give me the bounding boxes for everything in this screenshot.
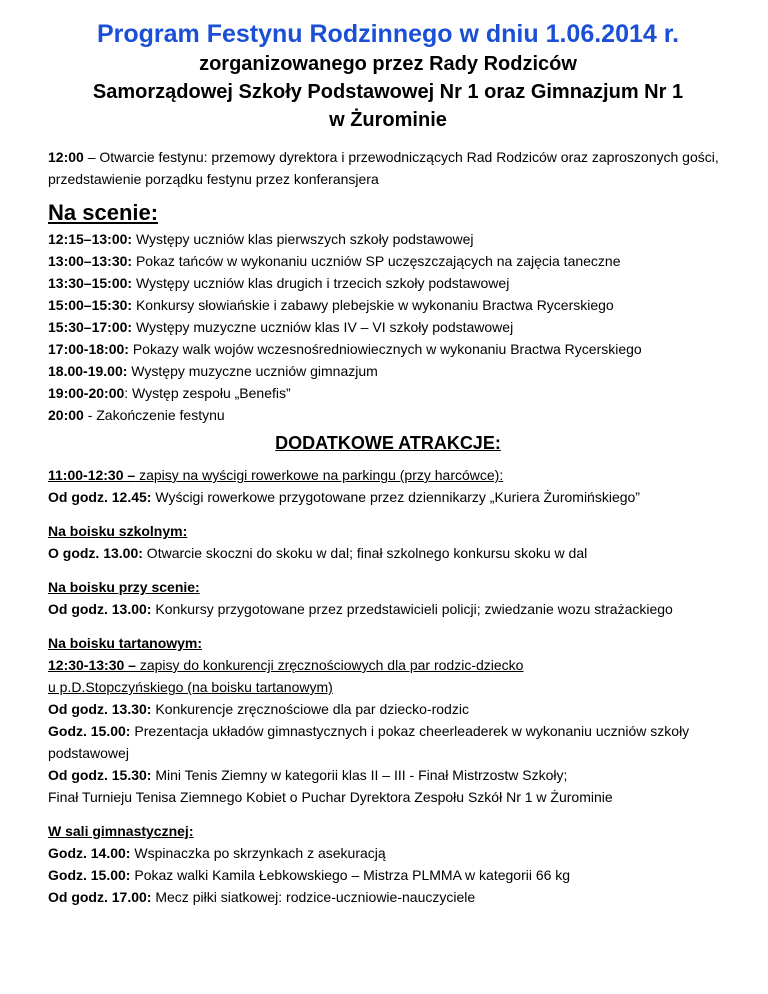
tartan-signup	[48, 654, 728, 676]
gym-item	[48, 864, 728, 886]
schedule-text: Występy uczniów klas drugich i trzecich szkoły podstawowej	[132, 275, 510, 291]
schedule-time: 18.00-19.00:	[48, 363, 128, 379]
schedule-item	[48, 250, 728, 272]
bike-signup	[48, 464, 728, 486]
schedule-time: 12:15–13:00:	[48, 231, 133, 247]
schedule-time: 13:00–13:30:	[48, 253, 133, 269]
schedule-item	[48, 404, 728, 426]
schedule-time: 19:00-20:00	[48, 385, 125, 401]
gym-text: Mecz piłki siatkowej: rodzice-uczniowie-nauczyciele	[151, 889, 476, 905]
tartan-text: Konkurencje zręcznościowe dla par dziecko-rodzic	[151, 701, 469, 717]
tartan-item	[48, 720, 728, 764]
gym-item	[48, 842, 728, 864]
schedule-text: Konkursy słowiańskie i zabawy plebejskie w wykonaniu Bractwa Rycerskiego	[132, 297, 614, 313]
school-field-time: O godz. 13.00:	[48, 545, 143, 561]
schedule-text: Pokaz tańców w wykonaniu uczniów SP uczęszczających na zajęcia taneczne	[132, 253, 621, 269]
stage-field-heading	[48, 576, 728, 598]
gym-heading-text: W sali gimnastycznej:	[48, 823, 194, 839]
intro-time: 12:00	[48, 149, 84, 165]
schedule-item	[48, 316, 728, 338]
tartan-signup-text: zapisy do konkurencji zręcznościowych dla par rodzic-dziecko	[135, 657, 524, 673]
tartan-text: Prezentacja układów gimnastycznych i pokaz cheerleaderek w wykonaniu uczniów szkoły podstawowej	[48, 723, 690, 761]
bike-race-text: Wyścigi rowerkowe przygotowane przez dziennikarzy „Kuriera Żuromińskiego”	[151, 489, 640, 505]
schedule-item	[48, 228, 728, 250]
school-field-heading	[48, 520, 728, 542]
bike-race-time: Od godz. 12.45:	[48, 489, 152, 505]
school-field-item	[48, 542, 728, 564]
stage-field-block	[48, 576, 728, 620]
schedule-time: 13:30–15:00:	[48, 275, 133, 291]
bike-race	[48, 486, 728, 508]
schedule-item	[48, 382, 728, 404]
schedule-text: Występy uczniów klas pierwszych szkoły podstawowej	[132, 231, 474, 247]
intro-paragraph	[48, 146, 728, 190]
tartan-final-line: Finał Turnieju Tenisa Ziemnego Kobiet o Puchar Dyrektora Zespołu Szkół Nr 1 w Żurominie	[48, 789, 613, 805]
tartan-item	[48, 698, 728, 720]
gym-heading	[48, 820, 728, 842]
subtitle-line-1: zorganizowanego przez Rady Rodziców	[199, 53, 577, 75]
tartan-signup-time: 12:30-13:30 –	[48, 657, 136, 673]
tartan-time: Od godz. 13.30:	[48, 701, 152, 717]
school-field-heading-text: Na boisku szkolnym:	[48, 523, 188, 539]
schedule-text: Występy muzyczne uczniów klas IV – VI szkoły podstawowej	[132, 319, 514, 335]
school-field-text: Otwarcie skoczni do skoku w dal; finał szkolnego konkursu skoku w dal	[142, 545, 588, 561]
schedule-text: : Występ zespołu „Benefis”	[124, 385, 291, 401]
tartan-signup-line2: u p.D.Stopczyńskiego (na boisku tartanowym)	[48, 679, 333, 695]
school-field-block	[48, 520, 728, 564]
schedule-time: 15:00–15:30:	[48, 297, 133, 313]
gym-text: Wspinaczka po skrzynkach z asekuracją	[130, 845, 386, 861]
stage-schedule	[48, 228, 728, 426]
extras-heading: DODATKOWE ATRAKCJE:	[275, 433, 501, 453]
gym-time: Od godz. 17.00:	[48, 889, 152, 905]
stage-heading: Na scenie:	[48, 200, 159, 225]
schedule-item	[48, 294, 728, 316]
gym-time: Godz. 14.00:	[48, 845, 131, 861]
intro-text: – Otwarcie festynu: przemowy dyrektora i przewodniczących Rad Rodziców oraz zaproszonych gości, przedstawienie porządku festynu przez konferansjera	[48, 149, 719, 187]
subtitle-line-3: w Żurominie	[329, 109, 447, 131]
tartan-heading	[48, 632, 728, 654]
subtitle-line-2: Samorządowej Szkoły Podstawowej Nr 1 oraz Gimnazjum Nr 1	[92, 81, 684, 103]
gym-item	[48, 886, 728, 908]
schedule-item	[48, 272, 728, 294]
bike-race-block	[48, 464, 728, 508]
tartan-time: Godz. 15.00:	[48, 723, 131, 739]
schedule-text: - Zakończenie festynu	[83, 407, 225, 423]
stage-field-time: Od godz. 13.00:	[48, 601, 152, 617]
gym-text: Pokaz walki Kamila Łebkowskiego – Mistrza PLMMA w kategorii 66 kg	[130, 867, 571, 883]
gym-block	[48, 820, 728, 908]
stage-field-heading-text: Na boisku przy scenie:	[48, 579, 200, 595]
schedule-item	[48, 360, 728, 382]
document-page	[48, 18, 728, 908]
schedule-time: 17:00-18:00:	[48, 341, 129, 357]
tartan-time: Od godz. 15.30:	[48, 767, 152, 783]
bike-signup-text: zapisy na wyścigi rowerkowe na parkingu (przy harcówce):	[135, 467, 504, 483]
schedule-time: 20:00	[48, 407, 84, 423]
tartan-item	[48, 764, 728, 786]
tartan-heading-text: Na boisku tartanowym:	[48, 635, 203, 651]
schedule-time: 15:30–17:00:	[48, 319, 133, 335]
bike-signup-time: 11:00-12:30 –	[48, 467, 136, 483]
schedule-text: Pokazy walk wojów wczesnośredniowiecznych w wykonaniu Bractwa Rycerskiego	[128, 341, 642, 357]
tartan-block	[48, 632, 728, 808]
gym-time: Godz. 15.00:	[48, 867, 131, 883]
stage-field-item	[48, 598, 728, 620]
stage-field-text: Konkursy przygotowane przez przedstawicieli policji; zwiedzanie wozu strażackiego	[151, 601, 673, 617]
schedule-text: Występy muzyczne uczniów gimnazjum	[127, 363, 378, 379]
page-title: Program Festynu Rodzinnego w dniu 1.06.2014 r.	[96, 20, 680, 48]
tartan-text: Mini Tenis Ziemny w kategorii klas II – III - Finał Mistrzostw Szkoły;	[151, 767, 568, 783]
schedule-item	[48, 338, 728, 360]
